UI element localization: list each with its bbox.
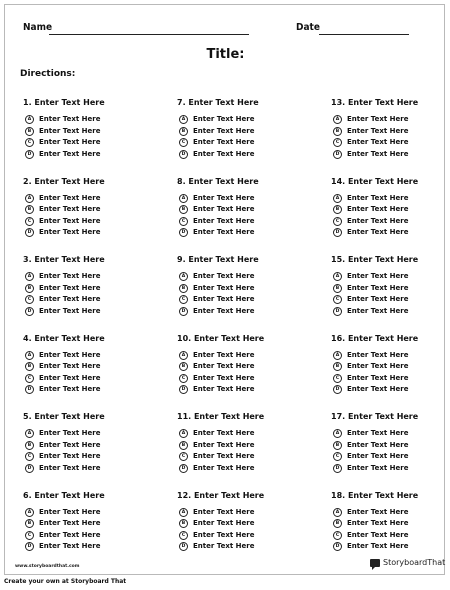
option-bubble-icon[interactable]: B xyxy=(179,441,188,450)
answer-options xyxy=(331,271,450,317)
question-block xyxy=(331,176,450,239)
answer-option[interactable] xyxy=(331,350,450,362)
answer-options xyxy=(331,428,450,474)
option-bubble-icon[interactable]: B xyxy=(179,205,188,214)
option-text: Enter Text Here xyxy=(347,149,409,158)
option-text: Enter Text Here xyxy=(347,429,409,437)
option-text: Enter Text Here xyxy=(347,228,409,236)
option-text: Enter Text Here xyxy=(39,205,101,213)
option-bubble-icon[interactable]: C xyxy=(333,138,342,147)
answer-option[interactable] xyxy=(331,204,450,216)
answer-option[interactable] xyxy=(331,463,450,475)
option-text: Enter Text Here xyxy=(39,228,101,236)
option-bubble-icon[interactable]: B xyxy=(333,127,342,136)
option-bubble-icon[interactable]: C xyxy=(333,452,342,461)
option-bubble-icon[interactable]: C xyxy=(179,452,188,461)
option-bubble-icon[interactable]: A xyxy=(25,351,34,360)
answer-option[interactable] xyxy=(23,294,153,306)
question-block xyxy=(331,97,450,160)
option-text: Enter Text Here xyxy=(193,440,255,449)
option-bubble-icon[interactable]: B xyxy=(333,284,342,293)
question-title: 8. Enter Text Here xyxy=(177,176,259,186)
option-bubble-icon[interactable]: D xyxy=(25,228,34,237)
answer-option[interactable] xyxy=(23,463,153,475)
option-bubble-icon[interactable]: D xyxy=(25,542,34,551)
option-text: Enter Text Here xyxy=(347,193,409,202)
option-text: Enter Text Here xyxy=(39,507,101,516)
directions-label: Directions: xyxy=(20,69,76,79)
option-bubble-icon[interactable]: A xyxy=(179,351,188,360)
option-bubble-icon[interactable]: C xyxy=(25,295,34,304)
option-text: Enter Text Here xyxy=(39,530,101,539)
option-bubble-icon[interactable]: D xyxy=(333,542,342,551)
answer-option[interactable] xyxy=(331,193,450,205)
option-bubble-icon[interactable]: C xyxy=(179,531,188,540)
question-title: 16. Enter Text Here xyxy=(331,333,419,343)
question-block xyxy=(177,333,307,396)
option-bubble-icon[interactable]: D xyxy=(179,542,188,551)
option-bubble-icon[interactable]: C xyxy=(179,138,188,147)
question-title: 11. Enter Text Here xyxy=(177,412,265,421)
option-bubble-icon[interactable]: C xyxy=(333,374,342,383)
answer-option[interactable] xyxy=(177,193,307,205)
option-text: Enter Text Here xyxy=(347,542,409,550)
answer-option[interactable] xyxy=(23,227,153,239)
storyboardthat-logo xyxy=(370,558,445,567)
date-label: Date xyxy=(296,22,320,33)
answer-option[interactable] xyxy=(331,507,450,519)
answer-option[interactable] xyxy=(177,283,307,295)
option-bubble-icon[interactable]: D xyxy=(179,150,188,159)
answer-option[interactable] xyxy=(177,384,307,396)
question-title: 10. Enter Text Here xyxy=(177,333,265,343)
option-text: Enter Text Here xyxy=(193,115,255,123)
answer-option[interactable] xyxy=(23,428,153,440)
question-title: 6. Enter Text Here xyxy=(23,490,105,500)
option-bubble-icon[interactable]: B xyxy=(333,441,342,450)
answer-option[interactable] xyxy=(177,306,307,318)
answer-option[interactable] xyxy=(23,530,153,542)
answer-option[interactable] xyxy=(23,507,153,519)
option-text: Enter Text Here xyxy=(193,463,255,472)
option-text: Enter Text Here xyxy=(193,126,255,135)
question-title: 15. Enter Text Here xyxy=(331,255,419,264)
answer-options xyxy=(23,114,153,160)
option-bubble-icon[interactable]: A xyxy=(25,508,34,517)
answer-option[interactable] xyxy=(177,126,307,138)
option-bubble-icon[interactable]: A xyxy=(333,351,342,360)
option-text: Enter Text Here xyxy=(193,228,255,236)
option-text: Enter Text Here xyxy=(193,373,255,382)
option-text: Enter Text Here xyxy=(39,440,101,449)
option-text: Enter Text Here xyxy=(39,283,101,292)
option-bubble-icon[interactable]: D xyxy=(179,307,188,316)
answer-option[interactable] xyxy=(177,541,307,553)
answer-option[interactable] xyxy=(177,271,307,283)
question-block xyxy=(331,411,450,474)
option-text: Enter Text Here xyxy=(347,272,409,280)
option-bubble-icon[interactable]: A xyxy=(179,115,188,124)
option-bubble-icon[interactable]: A xyxy=(25,115,34,124)
option-bubble-icon[interactable]: B xyxy=(333,519,342,528)
option-text: Enter Text Here xyxy=(193,193,255,202)
option-text: Enter Text Here xyxy=(193,306,255,315)
answer-options xyxy=(177,193,307,239)
answer-option[interactable] xyxy=(331,451,450,463)
option-text: Enter Text Here xyxy=(193,429,255,437)
answer-options xyxy=(23,507,153,553)
option-bubble-icon[interactable]: A xyxy=(333,429,342,438)
option-text: Enter Text Here xyxy=(347,362,409,370)
option-bubble-icon[interactable]: A xyxy=(179,194,188,203)
option-text: Enter Text Here xyxy=(347,115,409,123)
answer-option[interactable] xyxy=(23,541,153,553)
answer-option[interactable] xyxy=(177,350,307,362)
answer-options xyxy=(331,350,450,396)
option-text: Enter Text Here xyxy=(193,272,255,280)
option-bubble-icon[interactable]: D xyxy=(25,150,34,159)
option-bubble-icon[interactable]: A xyxy=(25,194,34,203)
option-text: Enter Text Here xyxy=(39,542,101,550)
option-bubble-icon[interactable]: A xyxy=(333,194,342,203)
option-bubble-icon[interactable]: A xyxy=(179,508,188,517)
answer-option[interactable] xyxy=(331,216,450,228)
option-bubble-icon[interactable]: B xyxy=(333,362,342,371)
question-title: 7. Enter Text Here xyxy=(177,98,259,107)
question-block xyxy=(177,490,307,553)
answer-option[interactable] xyxy=(177,507,307,519)
answer-option[interactable] xyxy=(23,440,153,452)
option-text: Enter Text Here xyxy=(193,149,255,158)
answer-option[interactable] xyxy=(331,283,450,295)
option-text: Enter Text Here xyxy=(347,440,409,449)
option-bubble-icon[interactable]: C xyxy=(25,217,34,226)
answer-option[interactable] xyxy=(177,114,307,126)
answer-option[interactable] xyxy=(331,137,450,149)
question-block xyxy=(23,97,153,160)
answer-option[interactable] xyxy=(23,137,153,149)
answer-option[interactable] xyxy=(23,373,153,385)
option-bubble-icon[interactable]: B xyxy=(25,127,34,136)
answer-option[interactable] xyxy=(23,271,153,283)
question-title: 14. Enter Text Here xyxy=(331,176,419,186)
answer-option[interactable] xyxy=(23,350,153,362)
option-text: Enter Text Here xyxy=(347,385,409,393)
option-bubble-icon[interactable]: D xyxy=(179,464,188,473)
answer-option[interactable] xyxy=(331,440,450,452)
option-text: Enter Text Here xyxy=(193,350,255,359)
answer-option[interactable] xyxy=(331,114,450,126)
answer-option[interactable] xyxy=(177,204,307,216)
option-bubble-icon[interactable]: A xyxy=(25,429,34,438)
answer-option[interactable] xyxy=(331,384,450,396)
answer-option[interactable] xyxy=(331,271,450,283)
question-title: 18. Enter Text Here xyxy=(331,490,419,500)
answer-option[interactable] xyxy=(23,518,153,530)
option-text: Enter Text Here xyxy=(347,216,409,225)
answer-options xyxy=(23,350,153,396)
question-title: 2. Enter Text Here xyxy=(23,176,105,186)
question-block xyxy=(331,490,450,553)
answer-option[interactable] xyxy=(23,149,153,161)
option-text: Enter Text Here xyxy=(39,216,101,225)
option-bubble-icon[interactable]: C xyxy=(333,531,342,540)
question-title: 5. Enter Text Here xyxy=(23,412,105,421)
option-text: Enter Text Here xyxy=(193,385,255,393)
answer-option[interactable] xyxy=(177,137,307,149)
option-text: Enter Text Here xyxy=(193,507,255,516)
answer-option[interactable] xyxy=(177,216,307,228)
answer-option[interactable] xyxy=(23,216,153,228)
header-row xyxy=(23,22,404,38)
option-text: Enter Text Here xyxy=(193,205,255,213)
answer-option[interactable] xyxy=(177,294,307,306)
option-text: Enter Text Here xyxy=(39,373,101,382)
question-title: 1. Enter Text Here xyxy=(23,98,105,107)
option-text: Enter Text Here xyxy=(193,283,255,292)
option-bubble-icon[interactable]: C xyxy=(179,217,188,226)
option-bubble-icon[interactable]: C xyxy=(25,138,34,147)
option-text: Enter Text Here xyxy=(347,283,409,292)
option-text: Enter Text Here xyxy=(347,452,409,460)
answer-option[interactable] xyxy=(177,149,307,161)
option-text: Enter Text Here xyxy=(193,452,255,460)
answer-option[interactable] xyxy=(331,541,450,553)
option-bubble-icon[interactable]: D xyxy=(333,464,342,473)
option-bubble-icon[interactable]: C xyxy=(25,452,34,461)
option-text: Enter Text Here xyxy=(193,295,255,303)
answer-option[interactable] xyxy=(23,306,153,318)
name-field-line[interactable] xyxy=(49,34,249,35)
answer-option[interactable] xyxy=(331,373,450,385)
option-bubble-icon[interactable]: B xyxy=(25,519,34,528)
answer-options xyxy=(23,271,153,317)
answer-options xyxy=(177,271,307,317)
question-block xyxy=(23,490,153,553)
answer-options xyxy=(177,507,307,553)
option-bubble-icon[interactable]: A xyxy=(179,272,188,281)
answer-option[interactable] xyxy=(177,451,307,463)
option-bubble-icon[interactable]: A xyxy=(25,272,34,281)
answer-option[interactable] xyxy=(23,126,153,138)
option-text: Enter Text Here xyxy=(347,373,409,382)
option-text: Enter Text Here xyxy=(347,205,409,213)
answer-options xyxy=(331,193,450,239)
option-bubble-icon[interactable]: C xyxy=(179,295,188,304)
option-text: Enter Text Here xyxy=(39,362,101,370)
question-title: 17. Enter Text Here xyxy=(331,412,419,421)
option-bubble-icon[interactable]: D xyxy=(25,464,34,473)
option-bubble-icon[interactable]: D xyxy=(333,150,342,159)
answer-option[interactable] xyxy=(177,518,307,530)
question-title: 12. Enter Text Here xyxy=(177,490,265,500)
answer-option[interactable] xyxy=(331,530,450,542)
credit-text[interactable]: Create your own at Storyboard That xyxy=(4,578,127,585)
option-bubble-icon[interactable]: B xyxy=(25,205,34,214)
date-field-line[interactable] xyxy=(319,34,409,35)
option-text: Enter Text Here xyxy=(39,350,101,359)
option-bubble-icon[interactable]: B xyxy=(179,362,188,371)
option-bubble-icon[interactable]: C xyxy=(333,295,342,304)
logo-text: StoryboardThat xyxy=(383,558,446,567)
option-text: Enter Text Here xyxy=(39,272,101,280)
answer-option[interactable] xyxy=(331,361,450,373)
answer-options xyxy=(177,114,307,160)
option-bubble-icon[interactable]: B xyxy=(25,362,34,371)
option-text: Enter Text Here xyxy=(347,138,409,146)
option-text: Enter Text Here xyxy=(193,530,255,539)
option-text: Enter Text Here xyxy=(39,429,101,437)
question-block xyxy=(331,254,450,317)
answer-option[interactable] xyxy=(331,518,450,530)
option-bubble-icon[interactable]: D xyxy=(179,385,188,394)
option-bubble-icon[interactable]: D xyxy=(179,228,188,237)
answer-option[interactable] xyxy=(23,451,153,463)
answer-option[interactable] xyxy=(331,227,450,239)
answer-option[interactable] xyxy=(23,114,153,126)
option-text: Enter Text Here xyxy=(193,542,255,550)
answer-option[interactable] xyxy=(331,126,450,138)
option-bubble-icon[interactable]: C xyxy=(179,374,188,383)
option-text: Enter Text Here xyxy=(39,115,101,123)
answer-option[interactable] xyxy=(177,227,307,239)
answer-option[interactable] xyxy=(177,530,307,542)
answer-options xyxy=(23,193,153,239)
option-bubble-icon[interactable]: D xyxy=(333,228,342,237)
option-bubble-icon[interactable]: A xyxy=(333,115,342,124)
speech-bubble-icon xyxy=(370,559,380,567)
question-block xyxy=(177,254,307,317)
option-text: Enter Text Here xyxy=(39,193,101,202)
option-text: Enter Text Here xyxy=(39,452,101,460)
question-block xyxy=(23,254,153,317)
option-text: Enter Text Here xyxy=(347,295,409,303)
question-block xyxy=(23,176,153,239)
option-text: Enter Text Here xyxy=(39,463,101,472)
answer-option[interactable] xyxy=(177,440,307,452)
option-text: Enter Text Here xyxy=(39,519,101,527)
footer-url: www.storyboardthat.com xyxy=(15,564,80,569)
option-bubble-icon[interactable]: C xyxy=(25,531,34,540)
option-text: Enter Text Here xyxy=(347,350,409,359)
page-title: Title: xyxy=(206,47,245,62)
answer-option[interactable] xyxy=(331,149,450,161)
worksheet-page xyxy=(4,4,445,575)
question-title: 13. Enter Text Here xyxy=(331,98,419,107)
option-text: Enter Text Here xyxy=(347,507,409,516)
option-bubble-icon[interactable]: B xyxy=(25,441,34,450)
option-text: Enter Text Here xyxy=(39,126,101,135)
answer-options xyxy=(23,428,153,474)
question-title: 9. Enter Text Here xyxy=(177,255,259,264)
option-text: Enter Text Here xyxy=(347,530,409,539)
question-block xyxy=(23,411,153,474)
name-label: Name xyxy=(23,22,53,33)
option-bubble-icon[interactable]: B xyxy=(179,284,188,293)
answer-option[interactable] xyxy=(23,361,153,373)
question-block xyxy=(177,176,307,239)
question-block xyxy=(331,333,450,396)
answer-option[interactable] xyxy=(331,428,450,440)
answer-options xyxy=(331,507,450,553)
option-text: Enter Text Here xyxy=(39,306,101,315)
option-text: Enter Text Here xyxy=(347,463,409,472)
option-bubble-icon[interactable]: A xyxy=(333,508,342,517)
answer-option[interactable] xyxy=(177,361,307,373)
option-text: Enter Text Here xyxy=(39,385,101,393)
question-block xyxy=(177,411,307,474)
answer-option[interactable] xyxy=(177,373,307,385)
answer-options xyxy=(331,114,450,160)
option-bubble-icon[interactable]: B xyxy=(25,284,34,293)
question-block xyxy=(23,333,153,396)
option-text: Enter Text Here xyxy=(347,519,409,527)
answer-option[interactable] xyxy=(177,463,307,475)
question-block xyxy=(177,97,307,160)
option-bubble-icon[interactable]: D xyxy=(25,307,34,316)
option-bubble-icon[interactable]: C xyxy=(25,374,34,383)
option-bubble-icon[interactable]: B xyxy=(179,519,188,528)
answer-option[interactable] xyxy=(177,428,307,440)
option-bubble-icon[interactable]: B xyxy=(179,127,188,136)
option-bubble-icon[interactable]: D xyxy=(333,385,342,394)
option-text: Enter Text Here xyxy=(193,362,255,370)
option-text: Enter Text Here xyxy=(193,216,255,225)
option-bubble-icon[interactable]: D xyxy=(25,385,34,394)
option-text: Enter Text Here xyxy=(193,519,255,527)
option-bubble-icon[interactable]: D xyxy=(333,307,342,316)
answer-option[interactable] xyxy=(23,283,153,295)
option-bubble-icon[interactable]: A xyxy=(179,429,188,438)
question-title: 4. Enter Text Here xyxy=(23,333,105,343)
answer-option[interactable] xyxy=(23,384,153,396)
option-bubble-icon[interactable]: C xyxy=(333,217,342,226)
question-title: 3. Enter Text Here xyxy=(23,255,105,264)
answer-option[interactable] xyxy=(331,306,450,318)
answer-option[interactable] xyxy=(23,204,153,216)
answer-options xyxy=(177,350,307,396)
option-bubble-icon[interactable]: B xyxy=(333,205,342,214)
option-text: Enter Text Here xyxy=(39,149,101,158)
answer-options xyxy=(177,428,307,474)
option-text: Enter Text Here xyxy=(347,306,409,315)
option-text: Enter Text Here xyxy=(347,126,409,135)
option-text: Enter Text Here xyxy=(39,295,101,303)
option-text: Enter Text Here xyxy=(193,138,255,146)
answer-option[interactable] xyxy=(23,193,153,205)
option-text: Enter Text Here xyxy=(39,138,101,146)
answer-option[interactable] xyxy=(331,294,450,306)
option-bubble-icon[interactable]: A xyxy=(333,272,342,281)
